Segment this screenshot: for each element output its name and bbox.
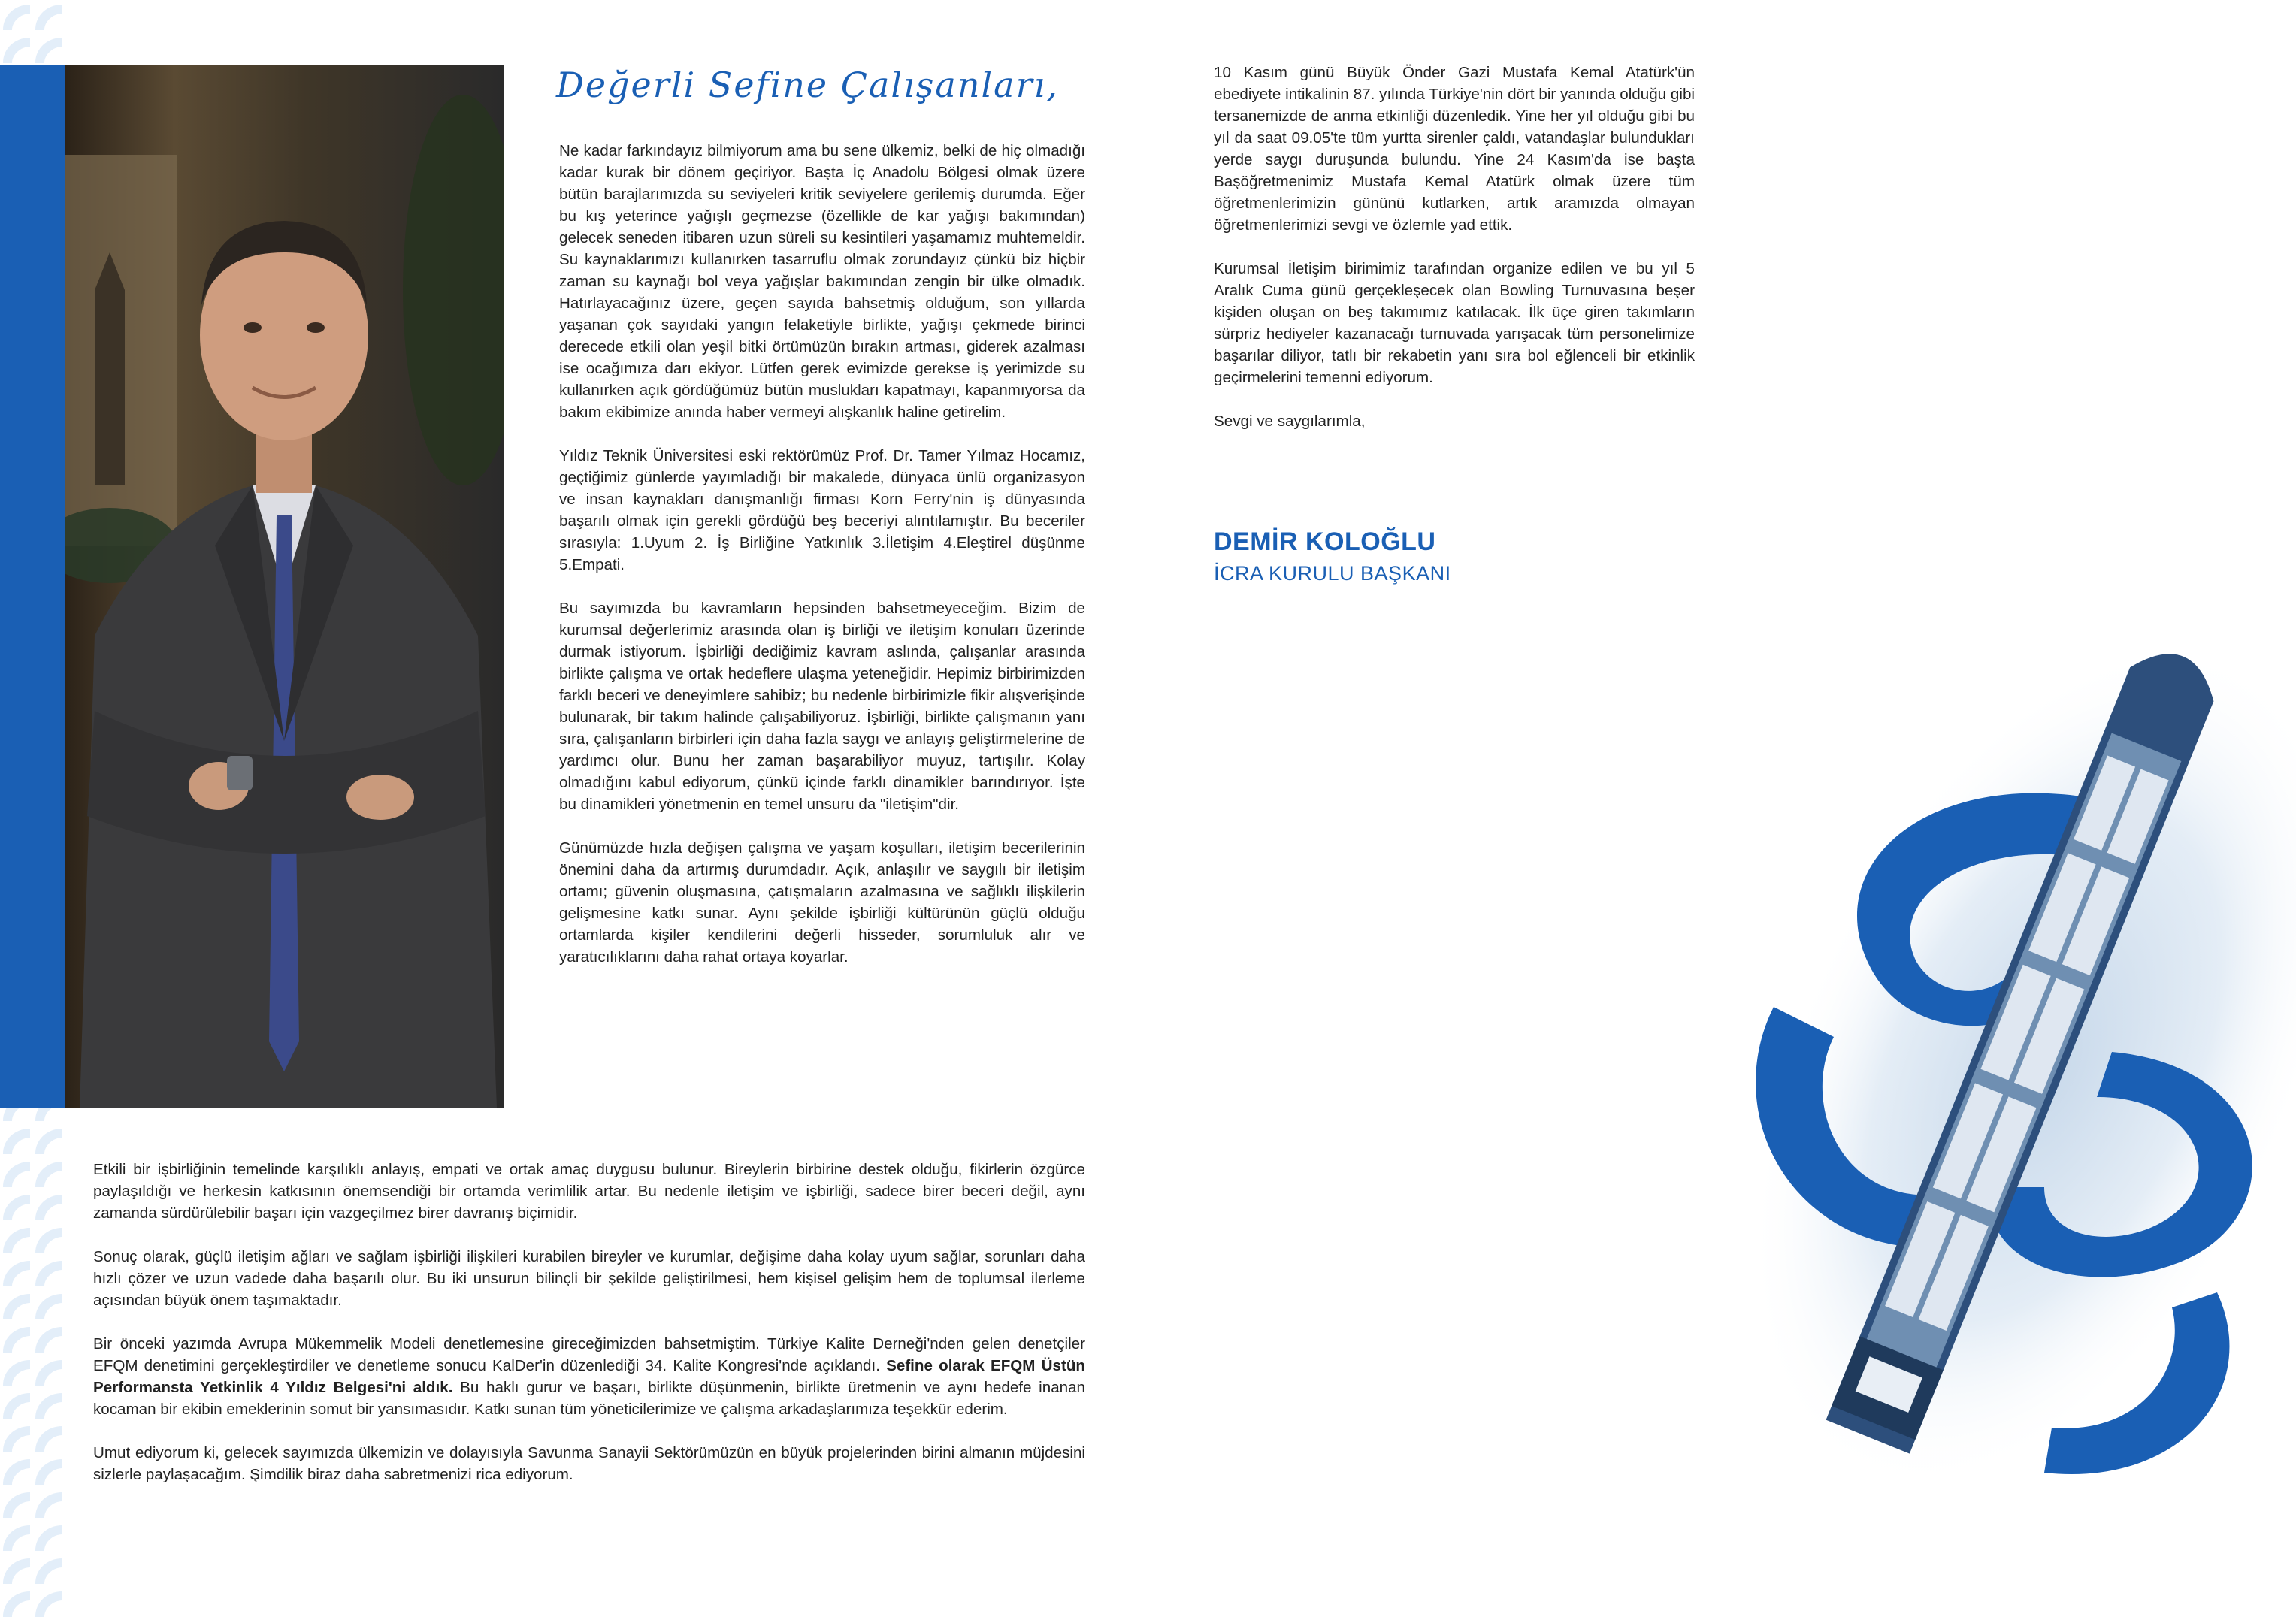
paragraph: 10 Kasım günü Büyük Önder Gazi Mustafa Kemal Atatürk'ün ebediyete intikalinin 87. yılında Türkiye'nin dört bir yanında olduğu gibi tersanemizde de anma etkinliği düzenledik. Yine her yıl olduğu gibi bu yıl da saat 09.05'te tüm yurtta sirenler çaldı, vatandaşlar bulundukları yerde saygı duruşunda bulundu. Yine 24 Kasım'da ise başta Başöğretmenimiz Mustafa Kemal Atatürk olmak üzere tüm öğretmenlerimizin gününü kutlarken, artık aramızda olmayan öğretmenlerimizi sevgi ve özlemle yad ettik.	[1214, 64, 1695, 234]
portrait-photo	[65, 65, 504, 1108]
paragraph	[93, 1333, 1085, 1420]
paragraph: Ne kadar farkındayız bilmiyorum ama bu sene ülkemiz, belki de hiç olmadığı kadar kurak bir dönem geçiriyor. Başta İç Anadolu Bölgesi olmak üzere bütün barajlarımızda su seviyeleri kritik seviyelere gerilemiş durumda. Eğer bu kış yeterince yağışlı geçmezse (özellikle de kar yağışı bakımından) gelecek seneden itibaren uzun süreli su kesintileri yaşamamız muhtemeldir. Su kaynaklarımızı kullanırken tasarruflu olmak zorundayız çünkü biz hiçbir zaman su kaynağı bol veya yağışlar bakımından zengin bir ülke olmadık. Hatırlayacağınız üzere, geçen sayıda bahsetmiş olduğum, son yıllarda yaşanan çok sayıdaki yangın felaketiyle birlikte, yağışı çekmede birinci derecede etkili olan yeşil bitki örtümüzün bırakın artması, giderek azalması ise ocağımıza darı ekiyor. Lütfen gerek evimizde gerekse iş yerimizde su kullanırken açık gördüğümüz bütün muslukları kapatmayı, kapanmıyorsa da bakım ekibimize anında haber vermeyi alışkanlık haline getirelim.	[559, 142, 1085, 421]
blue-accent-bar	[0, 65, 65, 1108]
paragraph: Sonuç olarak, güçlü iletişim ağları ve sağlam işbirliği ilişkileri kurabilen bireyler ve kurumlar, değişime daha kolay uyum sağlar, sorunları daha hızlı çözer ve uzun vadede daha başarılı olur. Bu iki unsurun bilinçli bir şekilde geliştirilmesi, hem kişisel gelişim hem de toplumsal ilerleme açısından büyük önem taşımaktadır.	[93, 1248, 1085, 1309]
paragraph: Bu sayımızda bu kavramların hepsinden bahsetmeyeceğim. Bizim de kurumsal değerlerimiz arasında olan iş birliği ve iletişim konuları üzerinde durmak istiyorum. İşbirliği dediğimiz kavram aslında, çalışanlar arasında birlikte çalışma ve ortak hedeflere ulaşma yeteneğidir. Hepimiz birbirimizden farklı beceri ve deneyimlere sahibiz; bu nedenle birbirimizle fikir alışverişinde bulunarak, bir takım halinde çalışabiliyoruz. İşbirliği, birlikte çalışmanın yanı sıra, çalışanların birbirleri için daha fazla saygı ve anlayış geliştirmelerine de yardımcı olur. Bunu her zaman başarabiliyor muyuz, tartışılır. Kolay olmadığını kabul ediyorum, çünkü içinde farklı dinamikler barındırıyor. İşte bu dinamikleri yönetmenin en temel unsuru da "iletişim"dir.	[559, 600, 1085, 813]
letter-column-wide	[93, 1159, 1085, 1507]
paragraph: Etkili bir işbirliğinin temelinde karşılıklı anlayış, empati ve ortak amaç duygusu bulunur. Bireylerin birbirine destek olduğu, fikirlerin özgürce paylaşıldığı ve herkesin katkısının önemsendiği bir ortamda verimlilik artar. Bu nedenle iletişim ve işbirliği, sadece birer beceri değil, aynı zamanda sürdürülebilir başarı için vazgeçilmez birer davranış biçimidir.	[93, 1161, 1085, 1222]
paragraph: Kurumsal İletişim birimimiz tarafından organize edilen ve bu yıl 5 Aralık Cuma günü gerçekleşecek olan Bowling Turnuvasına beşer kişiden oluşan on beş takımımız katılacak. İlk üçe giren takımların sürpriz hediyeler kazanacağı turnuvada yarışacak tüm personelimize başarılar diliyor, tatlı bir rekabetin yanı sıra bol eğlenceli bir etkinlik geçirmelerini temenni ediyorum.	[1214, 260, 1695, 386]
signature-name: DEMİR KOLOĞLU	[1214, 527, 1436, 556]
text-run: Bir önceki yazımda Avrupa Mükemmelik Modeli denetlemesine gireceğimizden bahsetmiştim. Türkiye Kalite Derneği'nden gelen denetçiler EFQM denetimini gerçekleştirdiler ve denetleme sonucu KalDer'in düzenlediği 34. Kalite Kongresi'nde açıklandı.	[93, 1335, 1085, 1374]
text-run: Bu haklı gurur ve başarı, birlikte düşünmenin, birlikte üretmenin ve aynı hedefe inanan kocaman bir ekibin emeklerinin somut bir yansımasıdır. Katkı sunan tüm yöneticilerimize ve çalışma arkadaşlarımıza teşekkür ederim.	[93, 1379, 1086, 1418]
signature-title: İCRA KURULU BAŞKANI	[1214, 562, 1451, 585]
letter-column-right	[1214, 62, 1695, 454]
sefine-logo-icon	[1691, 646, 2296, 1623]
container-ship-illustration	[1691, 646, 2296, 1623]
letter-column-middle	[559, 140, 1085, 990]
salutation-heading: Değerli Sefine Çalışanları,	[556, 65, 1059, 105]
paragraph: Yıldız Teknik Üniversitesi eski rektörümüz Prof. Dr. Tamer Yılmaz Hocamız, geçtiğimiz günlerde yayımladığı bir makalede, dünyaca ünlü organizasyon ve insan kaynakları danışmanlığı firması Korn Ferry'nin iş dünyasında başarılı olmak için gerekli gördüğü beş beceriyi alıntılamıştır. Bu beceriler sırasıyla: 1.Uyum 2. İş Birliğine Yatkınlık 3.İletişim 4.Eleştirel düşünme 5.Empati.	[559, 447, 1085, 573]
highlight-text: Sefine olarak EFQM Üstün Performansta Yetkinlik 4 Yıldız Belgesi'ni aldık.	[93, 1357, 1085, 1396]
closing-line: Sevgi ve saygılarımla,	[1214, 413, 1366, 430]
paragraph: Umut ediyorum ki, gelecek sayımızda ülkemizin ve dolayısıyla Savunma Sanayii Sektörümüzün en büyük projelerinden birini almanın müjdesini sizlerle paylaşacağım. Şimdilik biraz daha sabretmenizi rica ediyorum.	[93, 1444, 1085, 1483]
paragraph: Günümüzde hızla değişen çalışma ve yaşam koşulları, iletişim becerilerinin önemini daha da artırmış durumdadır. Açık, anlaşılır ve saygılı bir iletişim ortamı; güvenin oluşmasına, çatışmaların azalmasına ve sağlıklı ilişkilerin gelişmesine katkı sunar. Aynı şekilde işbirliği kültürünün güçlü olduğu ortamlarda kişiler kendilerini değerli hisseder, sorumluluk alır ve yaratıcılıklarını daha rahat ortaya koyarlar.	[559, 839, 1085, 966]
